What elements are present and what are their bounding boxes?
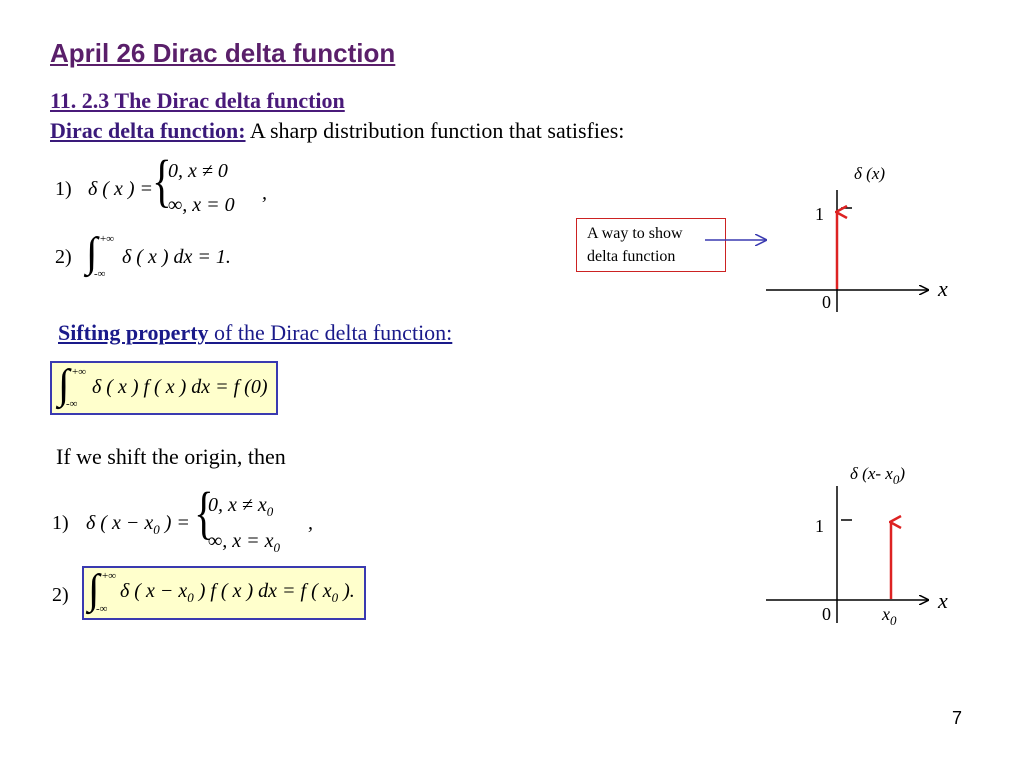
bottom-plot-x0-label — [882, 604, 897, 629]
eq1-case1: 0, x ≠ 0 — [168, 160, 228, 182]
bottom-plot-origin: 0 — [822, 604, 831, 624]
shift-text: If we shift the origin, then — [56, 444, 286, 469]
eq1-brace: { — [152, 148, 172, 213]
bottom-plot-ylabel-end: ) — [899, 464, 905, 483]
definition-label: Dirac delta function: — [50, 118, 246, 143]
eq2-integral-sign: ∫ — [86, 230, 98, 276]
shift1-case2-sub: 0 — [273, 540, 281, 555]
eq2-number: 2) — [55, 246, 72, 268]
sifting-text: of the Dirac delta function: — [208, 320, 453, 345]
shift1-case2-main: ∞, x = x — [208, 530, 274, 552]
definition-text: A sharp distribution function that satisfies: — [245, 118, 625, 143]
eq2-body: δ ( x ) dx = 1. — [122, 246, 231, 268]
shift2-body-c: ). — [338, 580, 355, 602]
bottom-plot-ylabel-sub: 0 — [892, 472, 900, 487]
eq1-number: 1) — [55, 178, 72, 200]
sift-lower-limit: -∞ — [66, 398, 78, 410]
shift2-upper-limit: +∞ — [102, 570, 117, 582]
shift2-integral-sign: ∫ — [88, 567, 100, 613]
shift2-sub-a: 0 — [187, 590, 194, 605]
section-heading: 11. 2.3 The Dirac delta function — [50, 88, 345, 113]
bottom-plot-label-one: 1 — [815, 516, 824, 536]
shift1-brace: { — [194, 480, 214, 545]
callout-line2: delta function — [587, 248, 676, 265]
shift2-body-a: δ ( x − x — [120, 580, 188, 602]
top-plot-origin: 0 — [822, 292, 831, 312]
slide-title: April 26 Dirac delta function — [50, 38, 396, 68]
sift-integral-sign: ∫ — [58, 362, 70, 408]
callout-line1: A way to show — [587, 225, 683, 242]
eq1-case2: ∞, x = 0 — [168, 194, 235, 216]
eq2-upper-limit: +∞ — [100, 233, 115, 245]
bottom-plot-xlabel: x — [938, 588, 948, 613]
eq1-lhs: δ ( x ) = — [88, 178, 153, 200]
sift-body: δ ( x ) f ( x ) dx = f (0) — [92, 376, 268, 398]
eq2-lower-limit: -∞ — [94, 268, 106, 280]
sift-upper-limit: +∞ — [72, 366, 87, 378]
shift1-comma: , — [308, 512, 313, 534]
bottom-plot-ylabel — [850, 464, 905, 488]
shift1-number: 1) — [52, 512, 69, 534]
shift2-body-b: ) f ( x ) dx = f ( x — [193, 580, 332, 602]
sifting-label: Sifting property — [58, 320, 209, 345]
bottom-plot-ylabel-main: δ (x- x — [850, 464, 893, 483]
shift1-lhs-sub: 0 — [153, 522, 160, 537]
page-number: 7 — [952, 708, 963, 728]
shift1-lhs-end: ) = — [159, 512, 190, 534]
shift1-case1-main: 0, x ≠ x — [208, 494, 267, 516]
shift1-case1-sub: 0 — [266, 504, 274, 519]
shift1-lhs-main: δ ( x − x — [86, 512, 154, 534]
bottom-plot-x0-main: x — [882, 604, 890, 624]
shift2-number: 2) — [52, 584, 69, 606]
top-plot-xlabel: x — [938, 276, 948, 301]
top-plot-ylabel: δ (x) — [854, 164, 886, 183]
eq1-comma: , — [262, 182, 267, 204]
top-plot-label-one: 1 — [815, 204, 824, 224]
shift2-sub-b: 0 — [331, 590, 339, 605]
shift2-lower-limit: -∞ — [96, 603, 108, 615]
bottom-plot-x0-sub: 0 — [890, 613, 897, 628]
